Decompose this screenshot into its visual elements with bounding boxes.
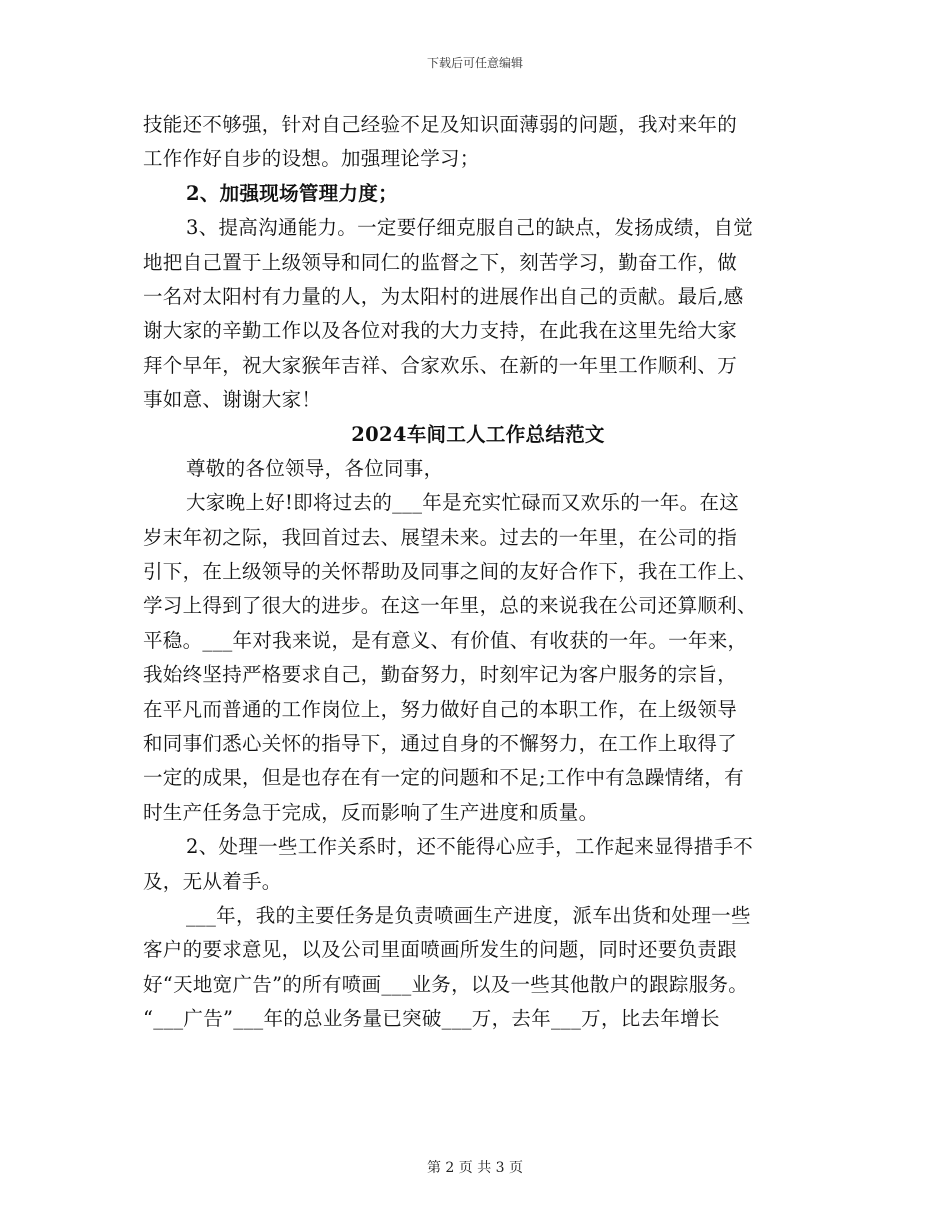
- text-line: 一名对太阳村有力量的人，为太阳村的进展作出自己的贡献。最后,感: [143, 284, 744, 308]
- text-line: 地把自己置于上级领导和同仁的监督之下，刻苦学习，勤奋工作，做: [143, 250, 738, 274]
- page-header: 下载后可任意编辑: [426, 56, 523, 70]
- text-line: 好“天地宽广告”的所有喷画___业务，以及一些其他散户的跟踪服务。: [143, 972, 749, 996]
- text-line: 我始终坚持严格要求自己，勤奋努力，时刻牢记为客户服务的宗旨，: [143, 663, 738, 687]
- text-line: 在平凡而普通的工作岗位上，努力做好自己的本职工作，在上级领导: [143, 697, 738, 721]
- text-line: 平稳。___年对我来说，是有意义、有价值、有收获的一年。一年来，: [143, 628, 748, 652]
- text-line: 技能还不够强，针对自己经验不足及知识面薄弱的问题，我对来年的: [143, 113, 738, 136]
- text-line: 客户的要求意见，以及公司里面喷画所发生的问题，同时还要负责跟: [143, 938, 738, 962]
- text-line: 谢大家的辛勤工作以及各位对我的大力支持，在此我在这里先给大家: [143, 319, 738, 343]
- text-line: 岁末年初之际，我回首过去、展望未来。过去的一年里，在公司的指: [143, 525, 738, 549]
- text-line: 事如意、谢谢大家！: [143, 388, 322, 412]
- page-footer: 第 2 页 共 3 页: [426, 1160, 524, 1176]
- text-line: ___年，我的主要任务是负责喷画生产进度，派车出货和处理一些: [186, 903, 751, 927]
- bold-heading-line: 2、加强现场管理力度；: [186, 181, 398, 205]
- section-title: 2024车间工人工作总结范文: [351, 422, 605, 446]
- text-line: 尊敬的各位领导，各位同事，: [186, 456, 444, 480]
- text-line: 2、处理一些工作关系时，还不能得心应手，工作起来显得措手不: [186, 835, 754, 859]
- text-line: 3、提高沟通能力。一定要仔细克服自己的缺点，发扬成绩，自觉: [186, 216, 754, 240]
- text-line: 工作作好自步的设想。加强理论学习；: [143, 147, 480, 171]
- text-line: 一定的成果，但是也存在有一定的问题和不足;工作中有急躁情绪，有: [143, 766, 744, 790]
- text-line: 学习上得到了很大的进步。在这一年里，总的来说我在公司还算顺利、: [143, 594, 757, 618]
- text-line: 及，无从着手。: [143, 869, 282, 893]
- text-line: 拜个早年，祝大家猴年吉祥、合家欢乐、在新的一年里工作顺利、万: [143, 353, 738, 377]
- text-line: 大家晚上好!即将过去的___年是充实忙碌而又欢乐的一年。在这: [186, 491, 740, 515]
- text-line: “___广告”___年的总业务量已突破___万，去年___万，比去年增长: [143, 1007, 720, 1031]
- text-line: 和同事们悉心关怀的指导下，通过自身的不懈努力，在工作上取得了: [143, 732, 738, 756]
- document-body: [143, 108, 813, 1037]
- text-line: 时生产任务急于完成，反而影响了生产进度和质量。: [143, 800, 599, 824]
- text-line: 引下，在上级领导的关怀帮助及同事之间的友好合作下，我在工作上、: [143, 560, 757, 584]
